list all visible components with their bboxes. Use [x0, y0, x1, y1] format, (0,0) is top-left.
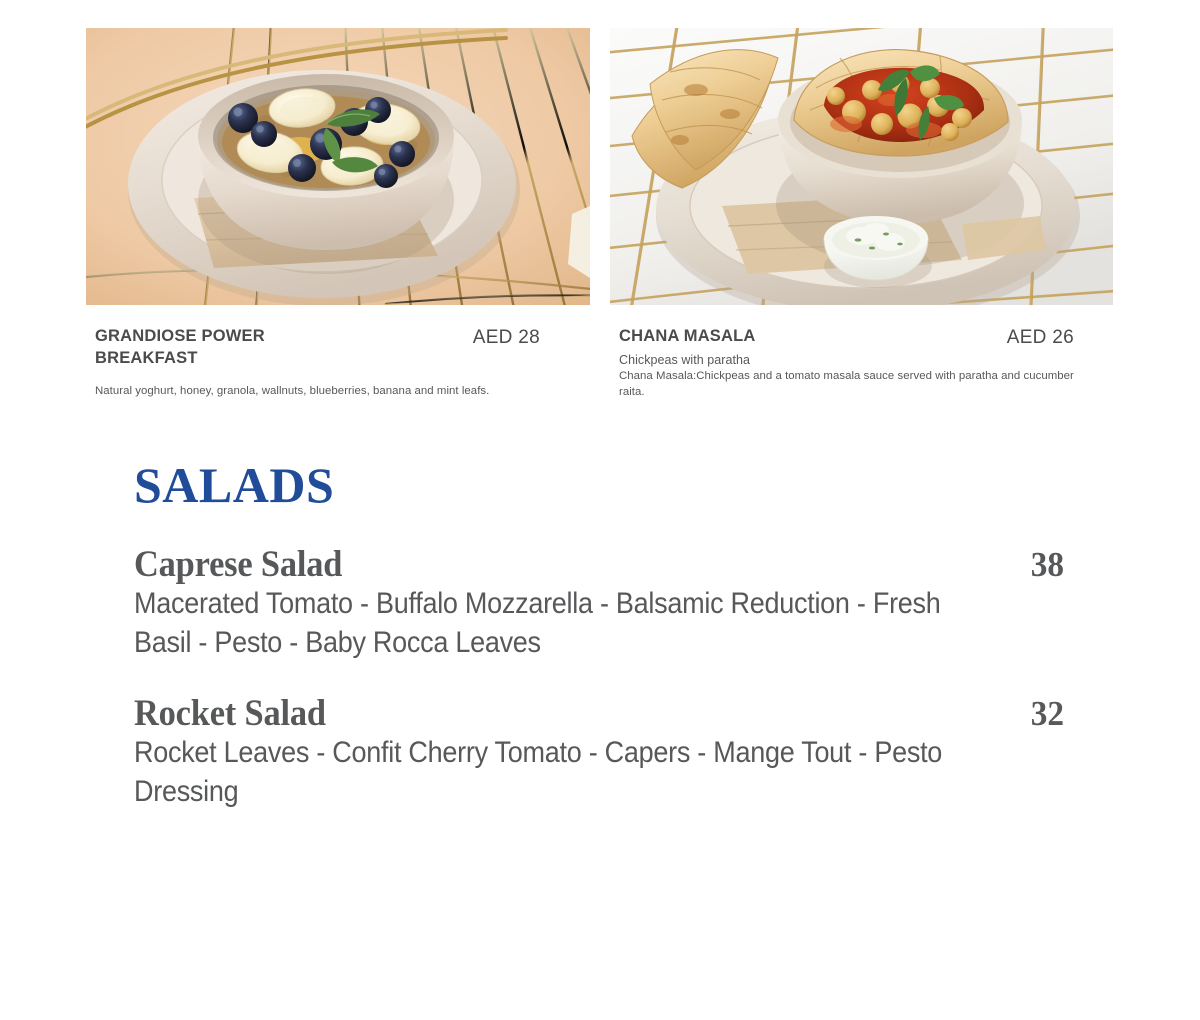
item-description: Chana Masala:Chickpeas and a tomato masala sauce served with paratha and cucumber raita. — [619, 370, 1074, 398]
photo-row — [86, 28, 1113, 305]
entry-price: 32 — [1030, 694, 1064, 733]
item-price: AED 26 — [1006, 327, 1074, 348]
item-description: Natural yoghurt, honey, granola, wallnuts, blueberries, banana and mint leafs. — [95, 384, 490, 397]
chana-masala-photo-illustration — [610, 28, 1113, 305]
menu-entry-rocket-salad — [134, 694, 1064, 811]
item-title: CHANA MASALA — [619, 327, 756, 345]
entry-title: Caprese Salad — [134, 544, 343, 585]
menu-item-chana-masala — [619, 326, 1074, 401]
item-title: GRANDIOSE POWER BREAKFAST — [95, 327, 265, 367]
entry-title: Rocket Salad — [134, 693, 326, 734]
section-heading-salads: SALADS — [134, 457, 335, 513]
chana-masala-photo — [610, 28, 1113, 305]
menu-item-grandiose-power-breakfast — [95, 326, 540, 400]
entry-header-row — [134, 694, 1064, 733]
menu-entry-caprese-salad — [134, 545, 1064, 662]
entry-header-row — [134, 545, 1064, 584]
entry-description: Rocket Leaves - Confit Cherry Tomato - Capers - Mange Tout - Pesto Dressing — [134, 736, 943, 808]
item-header-row — [95, 326, 540, 370]
salads-list — [134, 545, 1064, 811]
breakfast-photo-illustration — [86, 28, 590, 305]
item-subtitle: Chickpeas with paratha — [619, 353, 751, 367]
grandiose-power-breakfast-photo — [86, 28, 590, 305]
item-price: AED 28 — [472, 327, 540, 348]
entry-price: 38 — [1030, 545, 1064, 584]
item-header-row — [619, 326, 1074, 349]
entry-description: Macerated Tomato - Buffalo Mozzarella - Balsamic Reduction - Fresh Basil - Pesto - Baby Rocca Leaves — [134, 587, 941, 659]
